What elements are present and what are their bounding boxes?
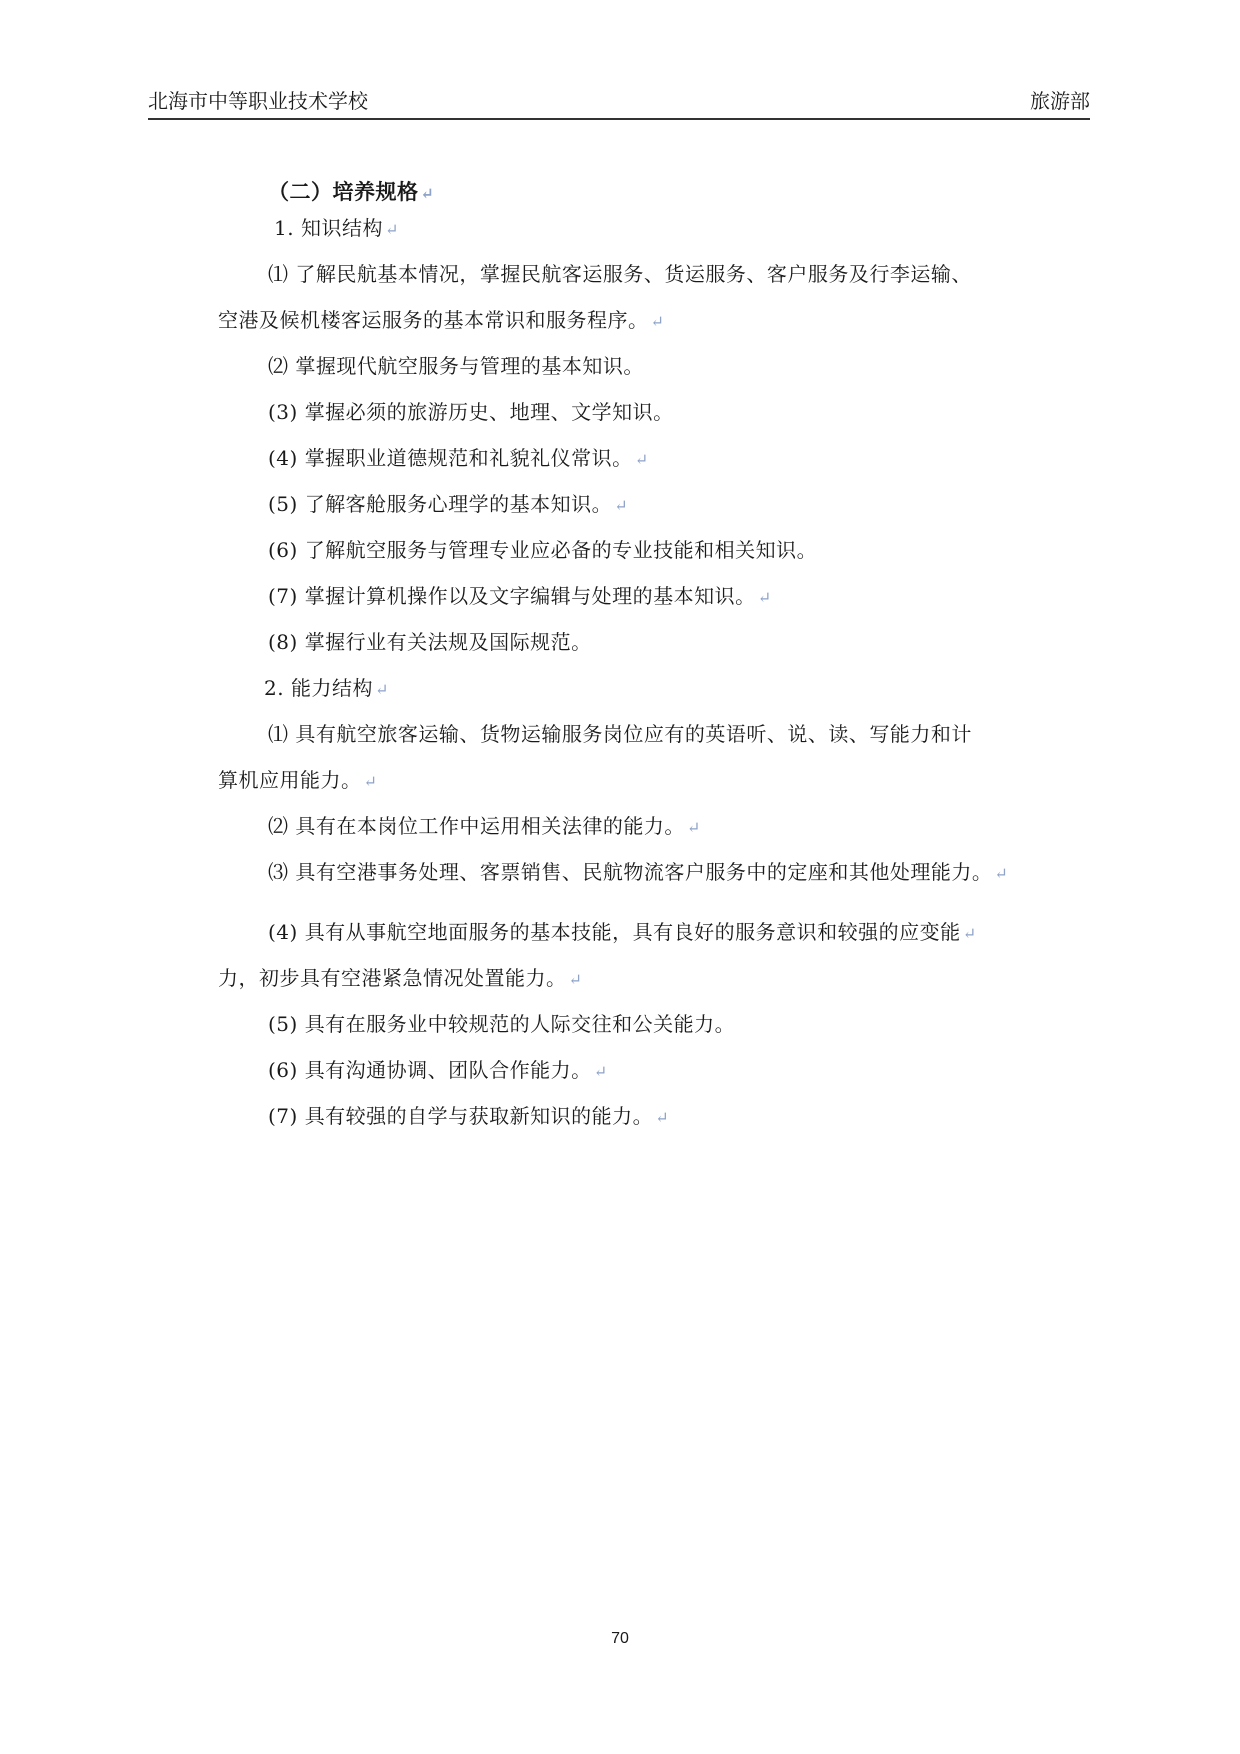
ability-heading: 2. 能力结构 ↵ bbox=[264, 676, 389, 700]
ability-item-4-cont: 力，初步具有空港紧急情况处置能力。 ↵ bbox=[218, 966, 583, 990]
paragraph-mark-icon: ↵ bbox=[568, 970, 583, 989]
knowledge-item-4: (4) 掌握职业道德规范和礼貌礼仪常识。 ↵ bbox=[268, 446, 649, 470]
paragraph-mark-icon: ↵ bbox=[614, 496, 629, 515]
ability-item-1-cont: 算机应用能力。 ↵ bbox=[218, 768, 378, 792]
ability-item-3: ⑶ 具有空港事务处理、客票销售、民航物流客户服务中的定座和其他处理能力。 ↵ bbox=[268, 860, 1009, 884]
page-number: 70 bbox=[611, 1630, 629, 1647]
knowledge-item-1-cont: 空港及候机楼客运服务的基本常识和服务程序。 ↵ bbox=[218, 308, 665, 332]
ability-item-4: (4) 具有从事航空地面服务的基本技能，具有良好的服务意识和较强的应变能 ↵ bbox=[268, 920, 977, 944]
paragraph-mark-icon: ↵ bbox=[994, 864, 1009, 883]
paragraph-mark-icon: ↵ bbox=[962, 924, 977, 943]
ability-item-2: ⑵ 具有在本岗位工作中运用相关法律的能力。 ↵ bbox=[268, 814, 701, 838]
paragraph-mark-icon: ↵ bbox=[634, 450, 649, 469]
knowledge-item-6: (6) 了解航空服务与管理专业应必备的专业技能和相关知识。 bbox=[268, 538, 818, 562]
school-name: 北海市中等职业技术学校 bbox=[148, 89, 368, 113]
ability-item-5: (5) 具有在服务业中较规范的人际交往和公关能力。 bbox=[268, 1012, 736, 1036]
paragraph-mark-icon: ↵ bbox=[757, 588, 772, 607]
department-name: 旅游部 bbox=[1030, 89, 1090, 113]
knowledge-item-3: (3) 掌握必须的旅游历史、地理、文学知识。 bbox=[268, 400, 674, 424]
paragraph-mark-icon: ↵ bbox=[374, 680, 389, 699]
knowledge-item-2: ⑵ 掌握现代航空服务与管理的基本知识。 bbox=[268, 354, 644, 378]
knowledge-item-8: (8) 掌握行业有关法规及国际规范。 bbox=[268, 630, 592, 654]
paragraph-mark-icon: ↵ bbox=[650, 312, 665, 331]
paragraph-mark-icon: ↵ bbox=[686, 818, 701, 837]
section-title: （二）培养规格 ↵ bbox=[268, 179, 435, 204]
knowledge-item-5: (5) 了解客舱服务心理学的基本知识。 ↵ bbox=[268, 492, 629, 516]
paragraph-mark-icon: ↵ bbox=[593, 1062, 608, 1081]
ability-item-6: (6) 具有沟通协调、团队合作能力。 ↵ bbox=[268, 1058, 608, 1082]
knowledge-item-1: ⑴ 了解民航基本情况，掌握民航客运服务、货运服务、客户服务及行李运输、 bbox=[268, 262, 972, 286]
paragraph-mark-icon: ↵ bbox=[655, 1108, 670, 1127]
knowledge-heading: 1. 知识结构 ↵ bbox=[274, 216, 399, 240]
paragraph-mark-icon: ↵ bbox=[420, 184, 435, 203]
knowledge-item-7: (7) 掌握计算机操作以及文字编辑与处理的基本知识。 ↵ bbox=[268, 584, 772, 608]
ability-item-1: ⑴ 具有航空旅客运输、货物运输服务岗位应有的英语听、说、读、写能力和计 bbox=[268, 722, 972, 746]
ability-item-7: (7) 具有较强的自学与获取新知识的能力。 ↵ bbox=[268, 1104, 670, 1128]
paragraph-mark-icon: ↵ bbox=[363, 772, 378, 791]
page-header bbox=[148, 88, 1090, 120]
paragraph-mark-icon: ↵ bbox=[384, 220, 399, 239]
